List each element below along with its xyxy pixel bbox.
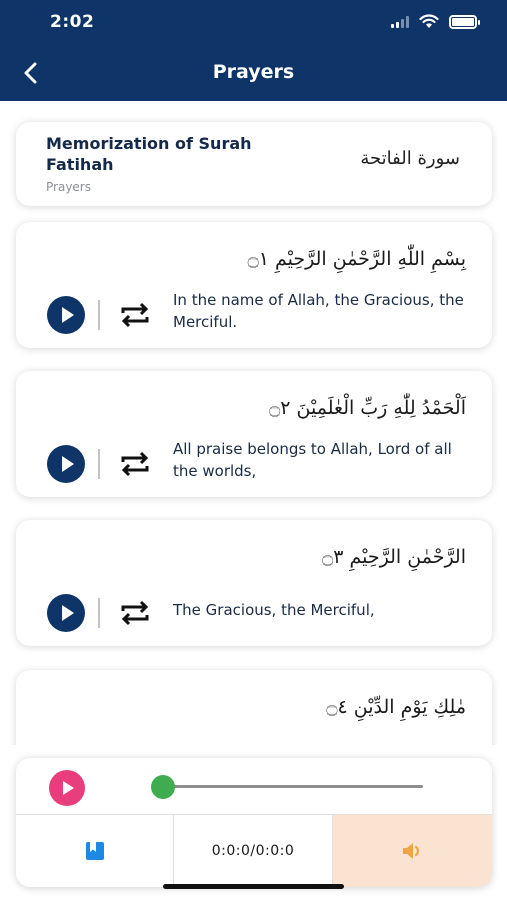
divider <box>98 598 100 628</box>
verse-card <box>16 670 492 745</box>
progress-thumb[interactable] <box>151 775 175 799</box>
audio-player <box>16 758 492 887</box>
verse-arabic: اَلْحَمْدُ لِلّٰهِ رَبِّ الْعٰلَمِيْنَ ۝٢ <box>269 397 466 419</box>
signal-icon <box>391 16 409 28</box>
volume-button[interactable] <box>333 815 492 887</box>
verse-translation: The Gracious, the Merciful, <box>173 601 375 619</box>
progress-track[interactable] <box>163 785 423 788</box>
home-indicator <box>163 884 344 889</box>
surah-category: Prayers <box>46 180 91 194</box>
wifi-icon <box>419 14 439 29</box>
repeat-icon[interactable] <box>118 299 152 331</box>
surah-title: Memorization of Surah Fatihah <box>46 134 252 174</box>
verse-translation: In the name of Allah, the Gracious, the Merciful. <box>173 291 464 331</box>
divider <box>98 449 100 479</box>
verse-translation: All praise belongs to Allah, Lord of all the worlds, <box>173 440 452 480</box>
play-icon[interactable] <box>47 296 85 334</box>
page-title: Prayers <box>212 61 295 83</box>
verse-card <box>16 222 492 348</box>
verse-card <box>16 371 492 497</box>
bookmark-icon <box>85 841 105 861</box>
verse-card <box>16 520 492 646</box>
play-icon[interactable] <box>49 770 85 806</box>
battery-icon <box>449 15 477 29</box>
repeat-icon[interactable] <box>118 448 152 480</box>
time-display: 0:0:0/0:0:0 <box>174 815 333 887</box>
play-icon[interactable] <box>47 594 85 632</box>
surah-arabic-title: سورة الفاتحة <box>360 148 460 169</box>
status-time: 2:02 <box>50 12 95 32</box>
app-header <box>0 0 507 101</box>
surah-title-card <box>16 122 492 206</box>
verse-arabic: بِسْمِ اللّٰهِ الرَّحْمٰنِ الرَّحِيْمِ ۝١ <box>247 248 466 270</box>
status-icons <box>391 14 477 29</box>
volume-icon <box>401 840 425 862</box>
verse-arabic: مٰلِكِ يَوْمِ الدِّيْنِ ۝٤ <box>326 696 466 718</box>
player-controls <box>16 814 492 887</box>
play-icon[interactable] <box>47 445 85 483</box>
bookmark-button[interactable] <box>16 815 174 887</box>
verse-arabic: الرَّحْمٰنِ الرَّحِيْمِ ۝٣ <box>322 546 466 568</box>
verse-list[interactable] <box>0 101 507 745</box>
divider <box>98 300 100 330</box>
repeat-icon[interactable] <box>118 597 152 629</box>
